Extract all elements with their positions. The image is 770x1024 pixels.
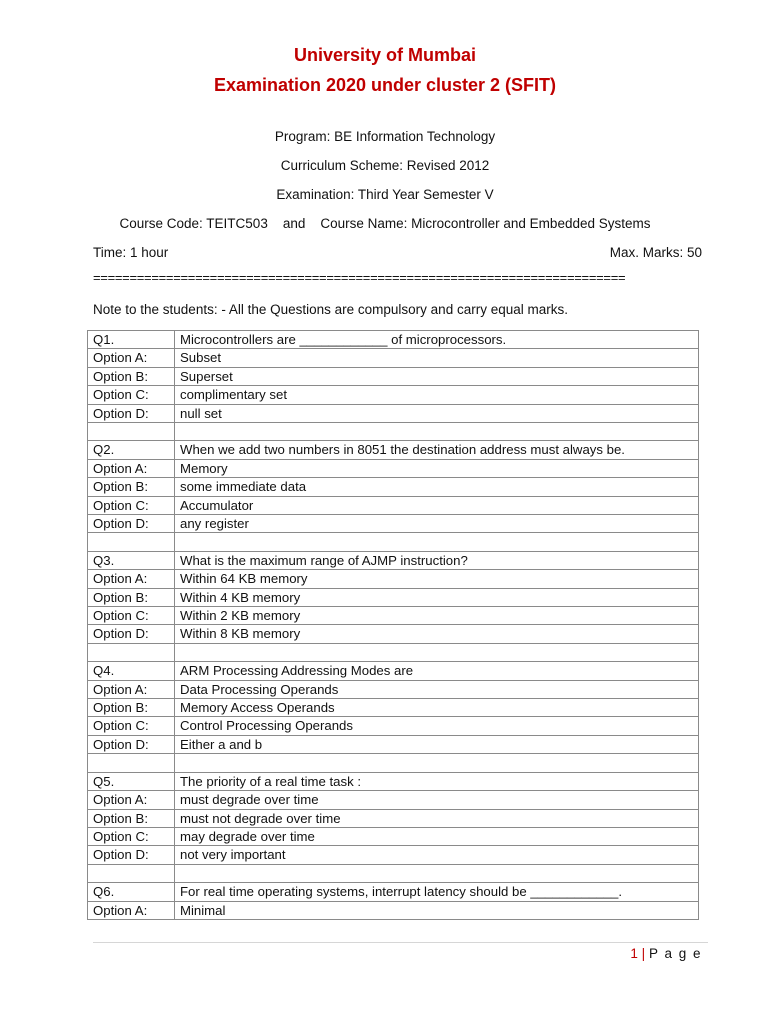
row-label: Option C:	[88, 496, 175, 514]
option-row	[88, 404, 699, 422]
row-label: Option D:	[88, 515, 175, 533]
row-label: Option D:	[88, 735, 175, 753]
row-text: Subset	[175, 349, 699, 367]
spacer-row	[88, 754, 699, 772]
row-text: Within 8 KB memory	[175, 625, 699, 643]
row-label: Option C:	[88, 827, 175, 845]
row-text: some immediate data	[175, 478, 699, 496]
scheme-line: Curriculum Scheme: Revised 2012	[280, 158, 490, 173]
page-word: P a g e	[648, 946, 702, 961]
question-row	[88, 883, 699, 901]
spacer-cell	[175, 864, 699, 882]
page-divider: |	[641, 946, 646, 961]
spacer-cell	[88, 754, 175, 772]
spacer-cell	[88, 643, 175, 661]
max-marks-label: Max. Marks: 50	[609, 245, 702, 260]
option-row	[88, 717, 699, 735]
option-row	[88, 809, 699, 827]
option-row	[88, 735, 699, 753]
option-row	[88, 496, 699, 514]
option-row	[88, 699, 699, 717]
row-label: Option D:	[88, 846, 175, 864]
row-text: Superset	[175, 367, 699, 385]
program-line: Program: BE Information Technology	[274, 129, 496, 144]
row-text: The priority of a real time task :	[175, 772, 699, 790]
question-row	[88, 551, 699, 569]
row-text: must degrade over time	[175, 791, 699, 809]
spacer-cell	[175, 754, 699, 772]
option-row	[88, 570, 699, 588]
row-label: Option A:	[88, 791, 175, 809]
option-row	[88, 386, 699, 404]
time-label: Time: 1 hour	[93, 245, 169, 260]
row-label: Option C:	[88, 717, 175, 735]
option-row	[88, 846, 699, 864]
row-text: complimentary set	[175, 386, 699, 404]
spacer-row	[88, 533, 699, 551]
separator-line: =========================================================================	[93, 270, 626, 285]
row-label: Option B:	[88, 699, 175, 717]
page-footer	[630, 946, 702, 961]
row-text: may degrade over time	[175, 827, 699, 845]
row-text: must not degrade over time	[175, 809, 699, 827]
row-text: ARM Processing Addressing Modes are	[175, 662, 699, 680]
row-text: Within 2 KB memory	[175, 607, 699, 625]
spacer-cell	[175, 643, 699, 661]
course-line: Course Code: TEITC503 and Course Name: Microcontroller and Embedded Systems	[119, 216, 651, 231]
row-label: Option B:	[88, 478, 175, 496]
row-label: Option D:	[88, 625, 175, 643]
row-label: Option B:	[88, 809, 175, 827]
option-row	[88, 349, 699, 367]
question-row	[88, 772, 699, 790]
exam-title: Examination 2020 under cluster 2 (SFIT)	[213, 75, 557, 95]
page-number: 1	[630, 946, 638, 961]
university-title: University of Mumbai	[293, 45, 477, 65]
row-label: Option D:	[88, 404, 175, 422]
option-row	[88, 827, 699, 845]
option-row	[88, 459, 699, 477]
row-label: Option A:	[88, 680, 175, 698]
option-row	[88, 607, 699, 625]
spacer-row	[88, 423, 699, 441]
question-row	[88, 441, 699, 459]
row-label: Option C:	[88, 386, 175, 404]
option-row	[88, 901, 699, 919]
row-text: Memory	[175, 459, 699, 477]
row-text: Either a and b	[175, 735, 699, 753]
option-row	[88, 791, 699, 809]
row-text: For real time operating systems, interrupt latency should be ____________.	[175, 883, 699, 901]
spacer-row	[88, 864, 699, 882]
row-text: null set	[175, 404, 699, 422]
row-text: Minimal	[175, 901, 699, 919]
row-text: Within 64 KB memory	[175, 570, 699, 588]
row-label: Option A:	[88, 459, 175, 477]
row-label: Option A:	[88, 570, 175, 588]
row-text: Memory Access Operands	[175, 699, 699, 717]
student-note: Note to the students: - All the Questions are compulsory and carry equal marks.	[93, 302, 568, 317]
row-text: Control Processing Operands	[175, 717, 699, 735]
row-label: Q3.	[88, 551, 175, 569]
row-label: Option B:	[88, 588, 175, 606]
spacer-cell	[175, 533, 699, 551]
row-label: Option C:	[88, 607, 175, 625]
question-row	[88, 662, 699, 680]
row-label: Q6.	[88, 883, 175, 901]
option-row	[88, 515, 699, 533]
row-label: Option A:	[88, 349, 175, 367]
row-text: any register	[175, 515, 699, 533]
row-label: Q4.	[88, 662, 175, 680]
question-table	[87, 330, 699, 920]
option-row	[88, 478, 699, 496]
row-label: Q2.	[88, 441, 175, 459]
row-label: Option B:	[88, 367, 175, 385]
option-row	[88, 367, 699, 385]
row-text: not very important	[175, 846, 699, 864]
row-label: Q1.	[88, 331, 175, 349]
row-text: Within 4 KB memory	[175, 588, 699, 606]
question-row	[88, 331, 699, 349]
row-label: Q5.	[88, 772, 175, 790]
examination-line: Examination: Third Year Semester V	[276, 187, 494, 202]
row-text: What is the maximum range of AJMP instruction?	[175, 551, 699, 569]
spacer-cell	[88, 864, 175, 882]
option-row	[88, 588, 699, 606]
spacer-cell	[88, 533, 175, 551]
row-text: Data Processing Operands	[175, 680, 699, 698]
option-row	[88, 625, 699, 643]
footer-divider	[93, 942, 708, 943]
option-row	[88, 680, 699, 698]
spacer-row	[88, 643, 699, 661]
row-label: Option A:	[88, 901, 175, 919]
row-text: When we add two numbers in 8051 the destination address must always be.	[175, 441, 699, 459]
spacer-cell	[88, 423, 175, 441]
row-text: Accumulator	[175, 496, 699, 514]
spacer-cell	[175, 423, 699, 441]
row-text: Microcontrollers are ____________ of microprocessors.	[175, 331, 699, 349]
